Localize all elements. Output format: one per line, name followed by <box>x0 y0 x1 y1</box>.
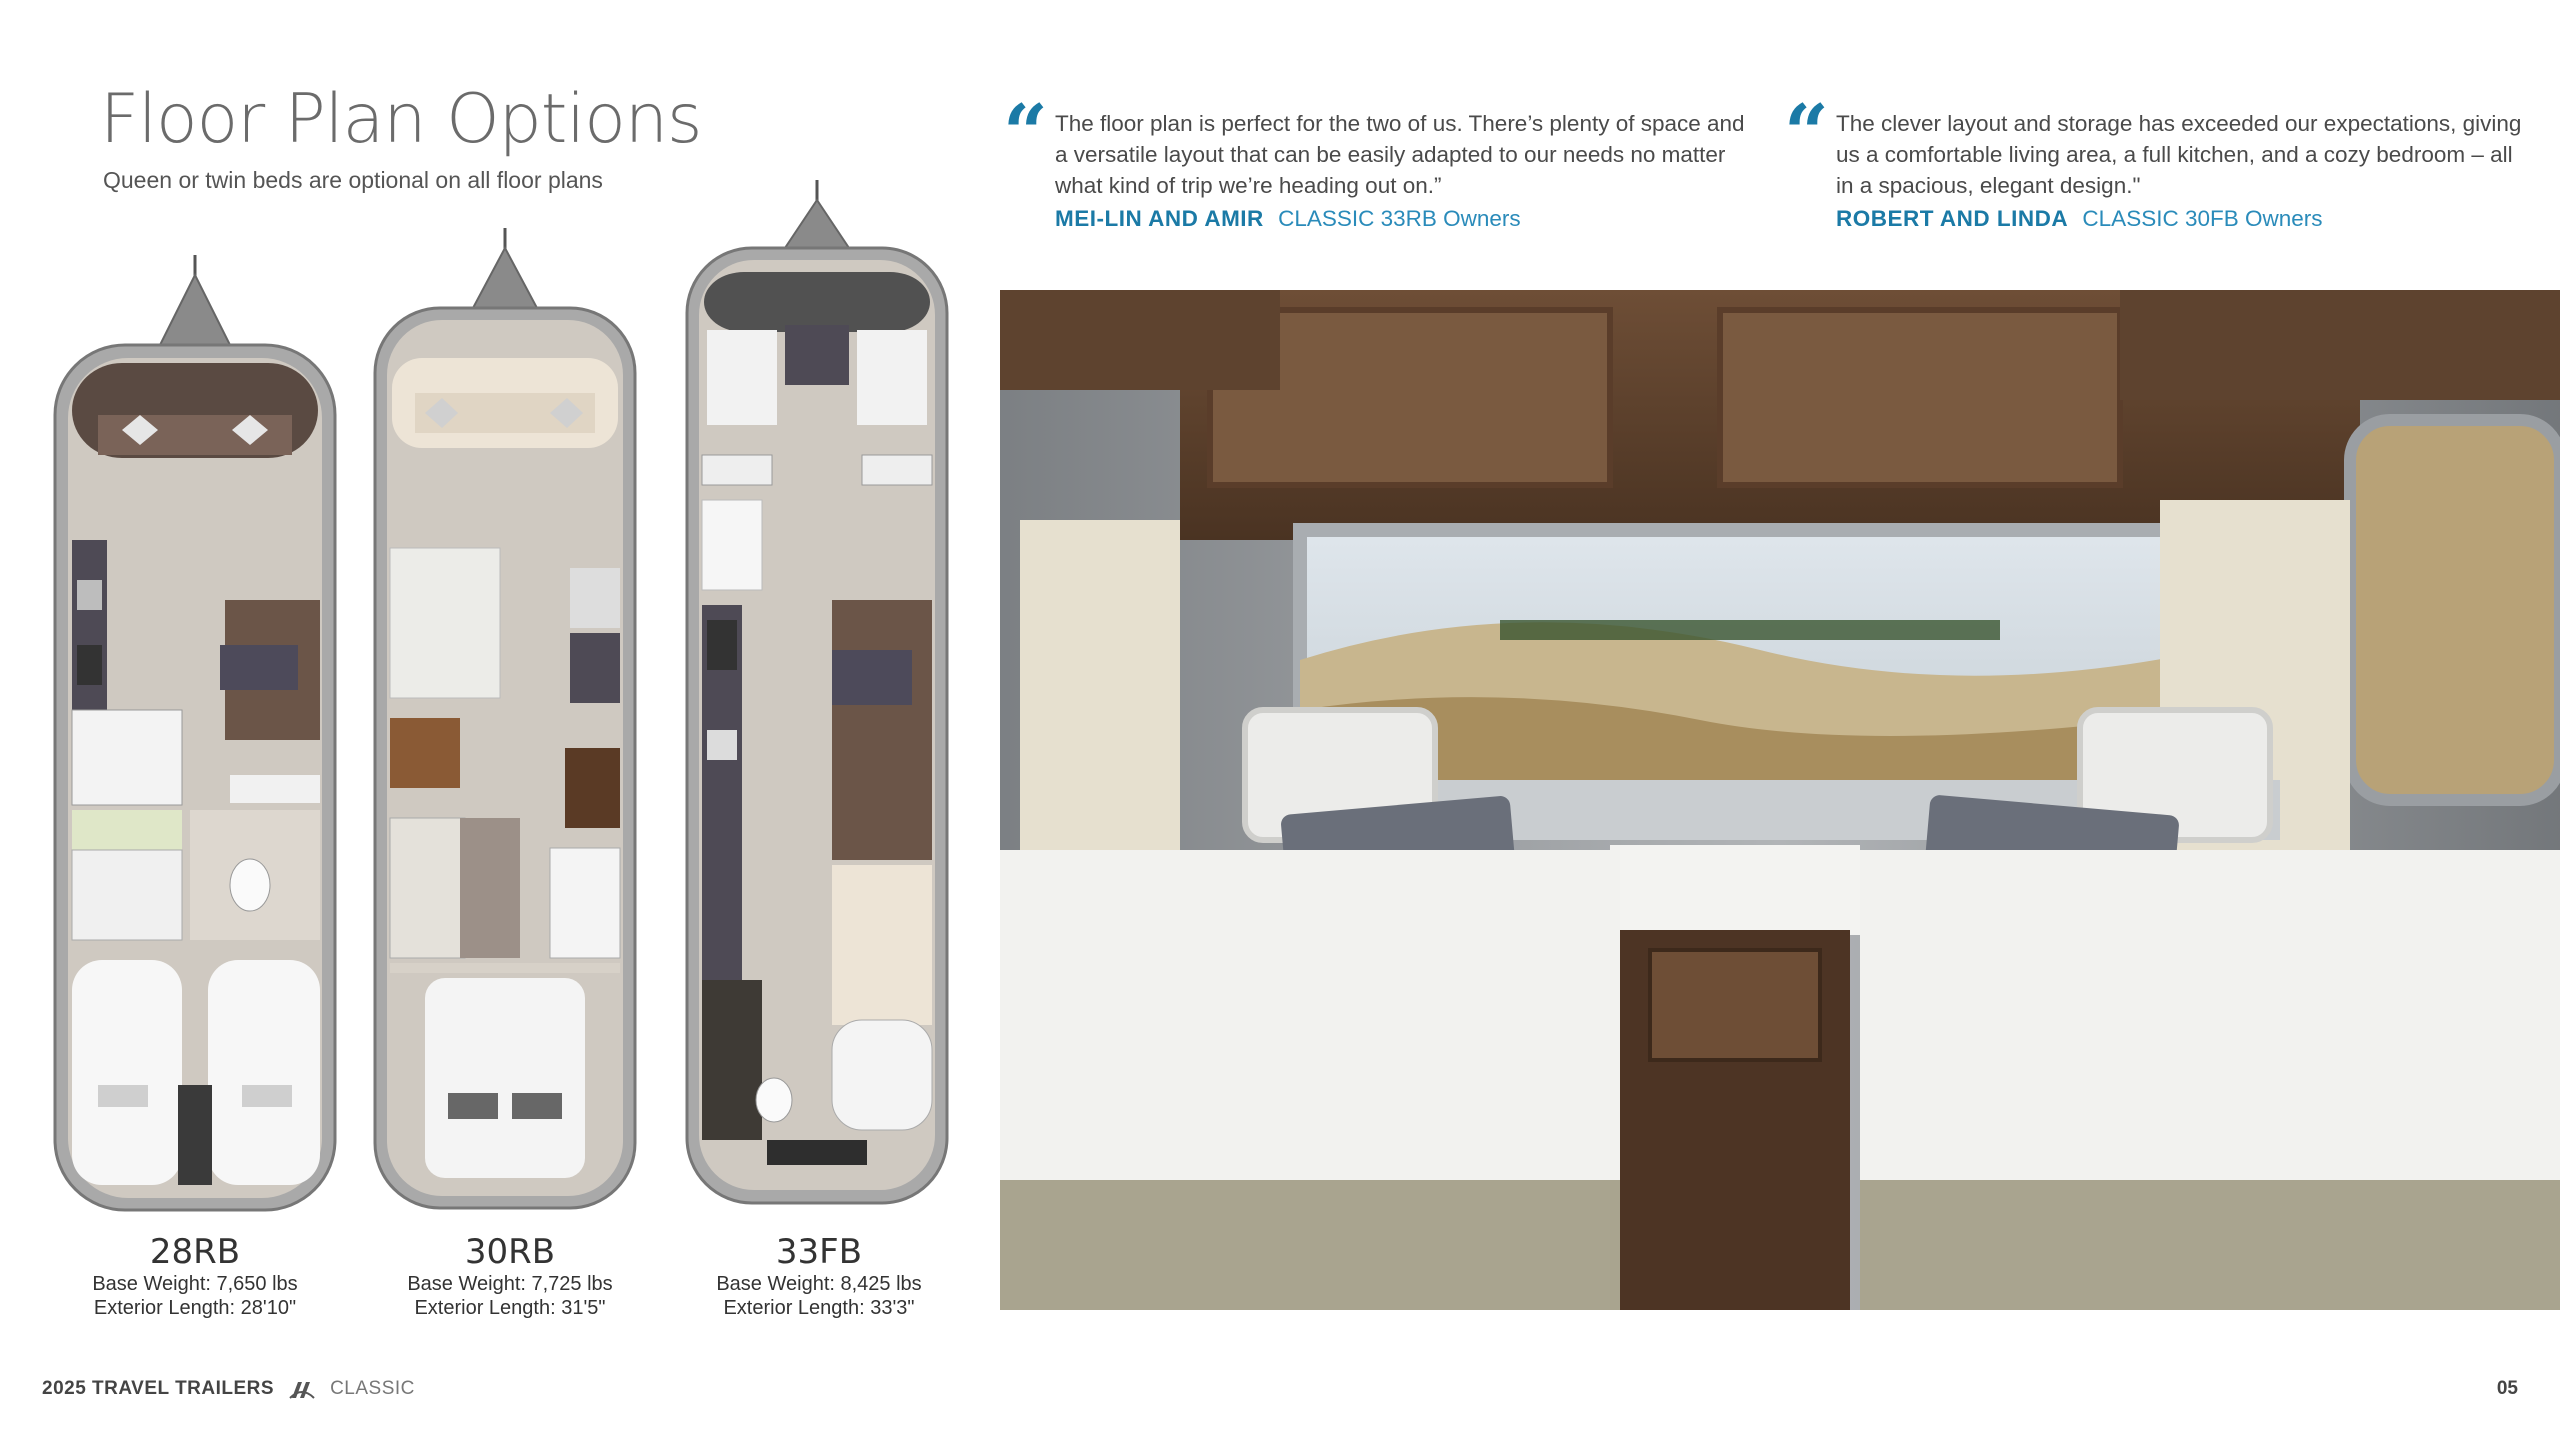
page-title: Floor Plan Options <box>100 80 702 159</box>
plan-base-weight: Base Weight: 8,425 lbs <box>716 1273 922 1295</box>
testimonial-attribution <box>1055 203 1745 234</box>
footer-document-title: 2025 TRAVEL TRAILERS <box>42 1378 275 1399</box>
page-footer <box>42 1378 415 1400</box>
floor-plan-30rb-image <box>370 228 640 1218</box>
plan-exterior-length: Exterior Length: 31'5" <box>414 1297 606 1319</box>
plan-exterior-length: Exterior Length: 33'3" <box>723 1297 915 1319</box>
testimonial-attribution <box>1836 203 2526 234</box>
plan-model-name: 33FB <box>775 1232 863 1272</box>
floor-plan-label-33fb <box>686 1232 952 1320</box>
testimonial-text: The floor plan is perfect for the two of us. There’s plenty of space and a versatile layout that can be easily adapted to our needs no matter what kind of trip we’re heading out on.” <box>1055 111 1745 198</box>
testimonial-2 <box>1784 88 2526 234</box>
floor-plan-28rb-image <box>50 255 340 1215</box>
plan-model-name: 30RB <box>464 1232 556 1272</box>
testimonial-owners: CLASSIC 33RB Owners <box>1278 206 1521 231</box>
floor-plan-label-30rb <box>377 1232 643 1320</box>
trailer-interior-photo <box>1000 290 2560 1310</box>
floor-plan-label-28rb <box>62 1232 328 1320</box>
airstream-logo-icon <box>288 1378 316 1400</box>
testimonial-text: The clever layout and storage has exceeded our expectations, giving us a comfortable living area, a full kitchen, and a cozy bedroom – all in a spacious, elegant design." <box>1836 111 2522 198</box>
page-subtitle: Queen or twin beds are optional on all floor plans <box>103 167 603 193</box>
testimonial-1 <box>1003 88 1745 234</box>
plan-base-weight: Base Weight: 7,725 lbs <box>407 1273 613 1295</box>
quote-mark-icon: “ <box>1784 88 1829 179</box>
quote-mark-icon: “ <box>1003 88 1048 179</box>
testimonial-owners: CLASSIC 30FB Owners <box>2082 206 2323 231</box>
plan-base-weight: Base Weight: 7,650 lbs <box>92 1273 298 1295</box>
plan-exterior-length: Exterior Length: 28'10" <box>93 1297 297 1319</box>
footer-series-name: CLASSIC <box>330 1378 415 1399</box>
plan-model-name: 28RB <box>149 1232 241 1272</box>
testimonial-names: ROBERT AND LINDA <box>1836 206 2069 231</box>
page-number: 05 <box>2496 1378 2518 1399</box>
testimonial-names: MEI-LIN AND AMIR <box>1055 206 1264 231</box>
floor-plan-33fb-image <box>682 180 952 1210</box>
